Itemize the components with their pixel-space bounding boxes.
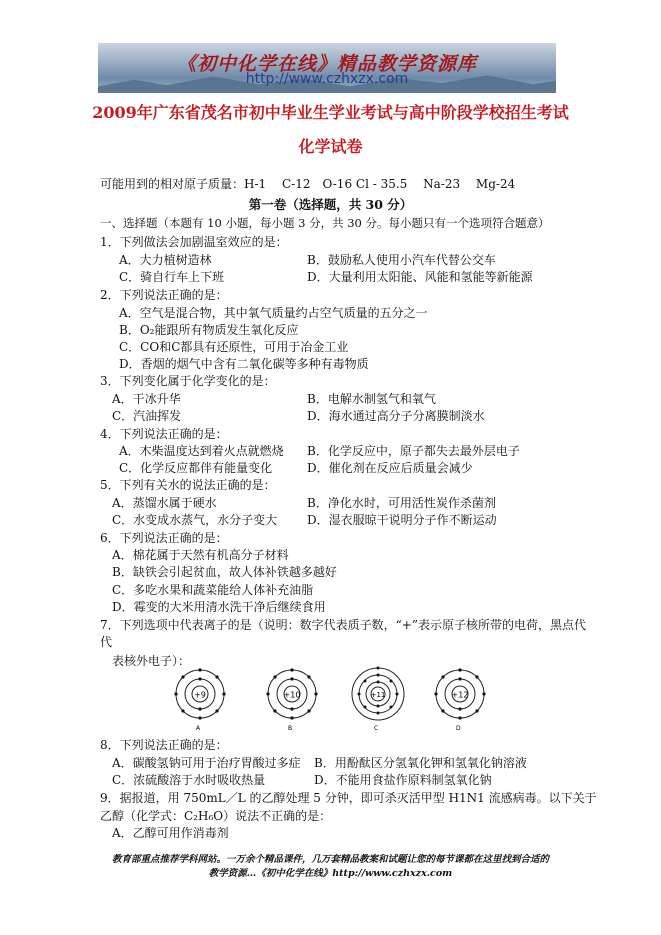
question-stem-cont: 代 bbox=[100, 635, 113, 649]
option-b: B．缺铁会引起贫血，故人体补铁越多越好 bbox=[112, 565, 337, 579]
question-stem: 3．下列变化属于化学变化的是： bbox=[100, 374, 276, 388]
question-stem: 5．下列有关水的说法正确的是： bbox=[100, 478, 276, 492]
atom-diagram-d bbox=[434, 668, 485, 732]
option-d: D．不能用食盐作原料制氢氧化钠 bbox=[314, 773, 492, 787]
atomic-masses: 可能用到的相对原子质量：H-1 C-12 O-16 Cl - 35.5 Na-23 Mg-24 bbox=[100, 177, 516, 191]
atom-letter: D bbox=[456, 725, 461, 732]
option-a: A．碳酸氢钠可用于治疗胃酸过多症 bbox=[112, 756, 301, 770]
option-d: D．湿衣服晾干说明分子作不断运动 bbox=[307, 513, 497, 527]
atom-diagram-a bbox=[174, 668, 225, 732]
option-b: B．电解水制氢气和氧气 bbox=[307, 392, 436, 406]
option-c: C．汽油挥发 bbox=[112, 409, 182, 423]
banner-title: 《初中化学在线》精品教学资源库 bbox=[176, 53, 477, 75]
atom-diagram-c bbox=[352, 667, 404, 733]
option-c: C．骑自行车上下班 bbox=[119, 270, 225, 284]
atom-letter: A bbox=[196, 725, 201, 732]
option-b: B．化学反应中，原子都失去最外层电子 bbox=[307, 444, 520, 458]
exam-subtitle: 化学试卷 bbox=[298, 137, 363, 156]
option-a: A．蒸馏水属于硬水 bbox=[112, 496, 217, 510]
option-a: A．木柴温度达到着火点就燃烧 bbox=[119, 444, 284, 458]
nucleus-label: +11 bbox=[370, 691, 386, 699]
nucleus-label: +10 bbox=[283, 690, 301, 700]
question-stem: 1．下列做法会加剧温室效应的是： bbox=[100, 235, 288, 249]
atom-diagram-b bbox=[266, 668, 317, 732]
question-stem-cont: 表核外电子）： bbox=[112, 654, 191, 668]
question-stem: 9．据报道，用 750mL／L 的乙醇处理 5 分钟，即可杀灭活甲型 H1N1 流感病毒。以下关于 bbox=[100, 791, 597, 805]
question-stem: 4．下列说法正确的是： bbox=[100, 427, 228, 441]
option-c: C．浓硫酸溶于水时吸收热量 bbox=[112, 773, 266, 787]
option-a: A．大力植树造林 bbox=[119, 253, 212, 267]
option-c: C．化学反应都伴有能量变化 bbox=[119, 461, 273, 475]
option-c: C．CO和C都具有还原性，可用于冶金工业 bbox=[119, 340, 349, 354]
option-d: D．霉变的大米用清水洗干净后继续食用 bbox=[112, 600, 326, 614]
footer-line-2[interactable]: 教学资源…《初中化学在线》http://www.czhxzx.com bbox=[208, 868, 453, 879]
atom-structure-diagrams bbox=[170, 668, 490, 730]
option-d: D．催化剂在反应后质量会减少 bbox=[307, 461, 473, 475]
option-b: B．用酚酞区分氢氧化钾和氢氧化钠溶液 bbox=[314, 756, 527, 770]
option-b: B．O₂能跟所有物质发生氧化反应 bbox=[119, 323, 299, 337]
atom-letter: C bbox=[374, 725, 379, 732]
atom-letter: B bbox=[288, 725, 293, 732]
option-c: C．多吃水果和蔬菜能给人体补充油脂 bbox=[112, 583, 314, 597]
question-stem: 6．下列说法正确的是： bbox=[100, 531, 228, 545]
option-a: A．干冰升华 bbox=[112, 392, 181, 406]
question-stem: 2．下列说法正确的是： bbox=[100, 288, 228, 302]
exam-title: 2009年广东省茂名市初中毕业生学业考试与高中阶段学校招生考试 bbox=[92, 103, 569, 122]
option-d: D．大量利用太阳能、风能和氢能等新能源 bbox=[307, 270, 533, 284]
option-c: C．水变成水蒸气，水分子变大 bbox=[112, 513, 278, 527]
section-instruction: 一、选择题（本题有 10 小题，每小题 3 分，共 30 分。每小题只有一个选项符合题意） bbox=[100, 216, 550, 230]
nucleus-label: +9 bbox=[194, 690, 206, 700]
question-stem: 7．下列选项中代表离子的是（说明：数字代表质子数，“+”表示原子核所带的电荷，黑点代 bbox=[100, 618, 586, 632]
option-a: A．空气是混合物，其中氧气质量约占空气质量的五分之一 bbox=[119, 306, 428, 320]
option-d: D．香烟的烟气中含有二氧化碳等多种有毒物质 bbox=[119, 357, 369, 371]
option-d: D．海水通过高分子分离膜制淡水 bbox=[307, 409, 485, 423]
option-b: B．鼓励私人使用小汽车代替公交车 bbox=[307, 253, 496, 267]
option-a: A．棉花属于天然有机高分子材料 bbox=[112, 548, 289, 562]
question-stem-cont: 乙醇（化学式：C₂H₆O）说法不正确的是： bbox=[100, 809, 332, 823]
footer-line-1: 教育部重点推荐学科网站。一万余个精品课件，几万套精品教案和试题让您的每节课都在这里找到合适的 bbox=[111, 854, 549, 865]
nucleus-label: +12 bbox=[451, 690, 469, 700]
option-b: B．净化水时，可用活性炭作杀菌剂 bbox=[307, 496, 496, 510]
question-stem: 8．下列说法正确的是： bbox=[100, 738, 228, 752]
option-a: A．乙醇可用作消毒剂 bbox=[112, 826, 229, 840]
site-banner bbox=[98, 43, 556, 93]
banner-url[interactable]: http://www.czhxzx.com bbox=[245, 71, 409, 87]
section-title: 第一卷（选择题，共 30 分） bbox=[248, 197, 413, 212]
